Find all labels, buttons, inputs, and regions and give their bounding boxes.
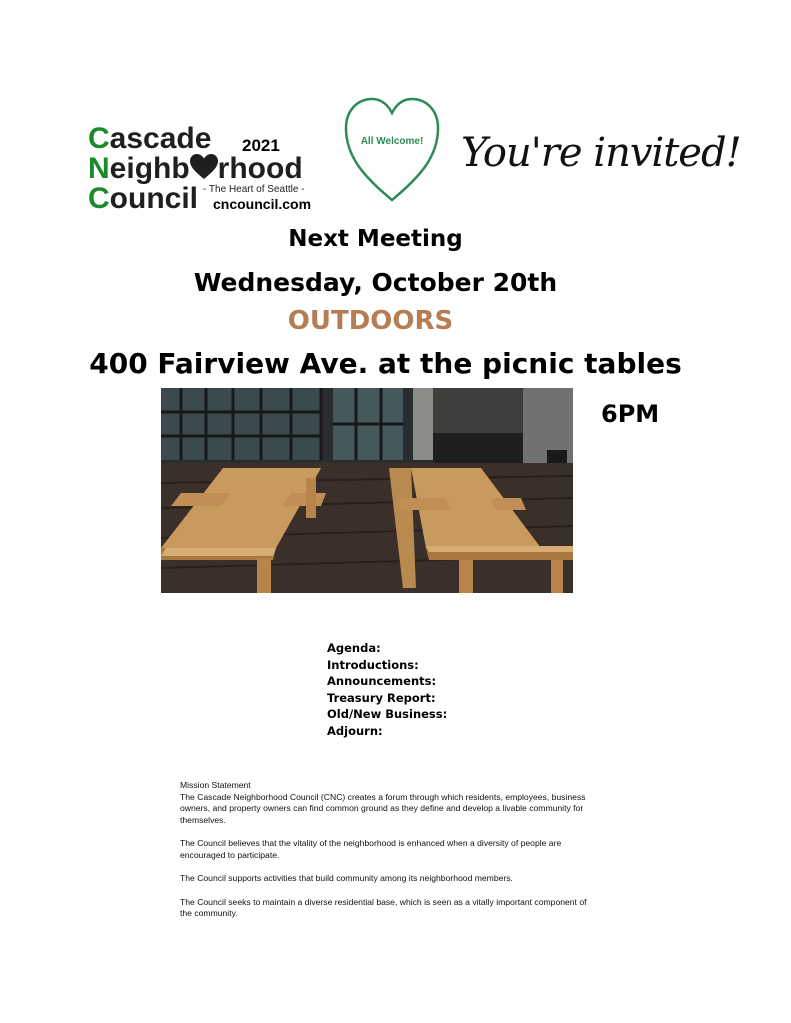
mission-statement (180, 780, 590, 932)
heart-icon (190, 154, 218, 180)
agenda-item: Adjourn: (327, 723, 383, 738)
council-logo (88, 124, 328, 219)
agenda-list (327, 640, 447, 739)
logo-line-2 (88, 154, 303, 184)
all-welcome-badge (343, 96, 441, 204)
logo-initial-c: C (88, 122, 110, 155)
logo-initial-n: N (88, 152, 110, 185)
meeting-date: Wednesday, October 20th (193, 268, 558, 297)
mission-paragraph-4: The Council seeks to maintain a diverse residential base, which is seen as a vitally important component of the community. (180, 896, 587, 918)
logo-initial-c2: C (88, 182, 110, 215)
agenda-heading: Agenda: (327, 641, 381, 655)
all-welcome-text: All Welcome! (360, 136, 424, 147)
picnic-tables-photo (161, 388, 573, 593)
next-meeting-heading: Next Meeting (288, 226, 463, 252)
agenda-item: Introductions: (327, 657, 419, 672)
mission-heading: Mission Statement (180, 780, 251, 790)
agenda-item: Old/New Business: (327, 707, 448, 721)
logo-website: cncouncil.com (213, 196, 312, 212)
logo-word-ouncil: ouncil (109, 182, 199, 215)
mission-paragraph-1: The Cascade Neighborhood Council (CNC) creates a forum through which residents, employees, business owners, and property owners can find common ground as they define and develop a livable community for themselves. (180, 791, 586, 825)
invite-text: You're invited! (461, 130, 741, 176)
logo-line-1 (88, 124, 211, 154)
meeting-location-type: OUTDOORS (287, 306, 454, 336)
logo-year: 2021 (242, 136, 280, 155)
logo-word-ascade: ascade (109, 122, 212, 155)
logo-line-3 (88, 184, 198, 214)
meeting-time: 6PM (601, 400, 660, 428)
logo-word-part-1: eighb (109, 152, 190, 185)
logo-word-part-2: rhood (217, 152, 303, 185)
mission-paragraph-2: The Council believes that the vitality of the neighborhood is enhanced when a diversity of people are encouraged to participate. (180, 838, 562, 860)
agenda-item: Announcements: (327, 674, 437, 688)
heart-outline-icon (343, 96, 441, 204)
mission-paragraph-3: The Council supports activities that build community among its neighborhood members. (180, 873, 513, 883)
logo-tagline: - The Heart of Seattle - (203, 184, 305, 195)
meeting-address: 400 Fairview Ave. at the picnic tables (89, 347, 682, 380)
agenda-item: Treasury Report: (327, 690, 436, 705)
